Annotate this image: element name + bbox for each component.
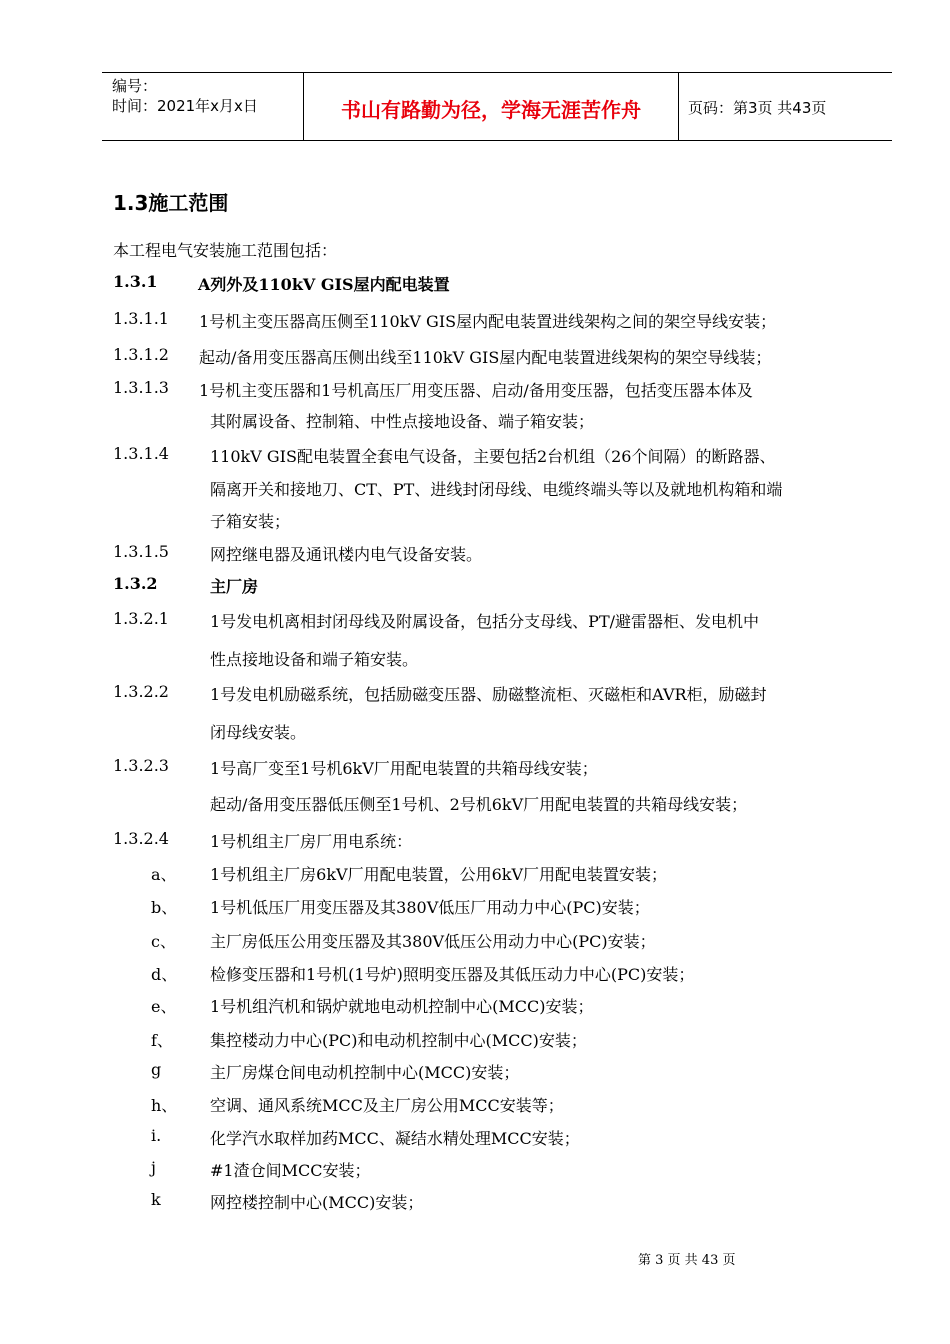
intro-text: 本工程电气安装施工范围包括： (113, 241, 338, 260)
item-number: 1.3.1.3 (113, 378, 169, 397)
item-text: 1号发电机离相封闭母线及附属设备，包括分支母线、PT/避雷器柜、发电机中 (210, 612, 760, 631)
header-top-rule (102, 72, 892, 73)
item-text: 1号机主变压器和1号机高压厂用变压器、启动/备用变压器，包括变压器本体及 (199, 381, 753, 400)
item-number: 1.3.2.2 (113, 682, 169, 701)
header-info (112, 76, 258, 116)
item-number: d、 (151, 965, 178, 984)
item-number: 1.3.2.1 (113, 609, 169, 628)
item-text: 空调、通风系统MCC及主厂房公用MCC安装等； (210, 1096, 564, 1115)
item-text: A列外及110kV GIS屋内配电装置 (198, 275, 450, 294)
item-text: 1号机组主厂房6kV厂用配电装置，公用6kV厂用配电装置安装； (210, 865, 668, 884)
item-text: 1号机组主厂房厂用电系统： (210, 832, 413, 851)
item-number: k (151, 1190, 161, 1209)
item-number: b、 (151, 898, 178, 917)
item-text: 1号高厂变至1号机6kV厂用配电装置的共箱母线安装； (210, 759, 598, 778)
item-number: i. (151, 1126, 162, 1145)
header-page-number: 页码：第3页 共43页 (688, 99, 827, 117)
item-number: 1.3.1.4 (113, 444, 169, 463)
item-number: 1.3.2.3 (113, 756, 169, 775)
item-continuation-text: 闭母线安装。 (210, 723, 307, 742)
item-text: 1号机低压厂用变压器及其380V低压厂用动力中心(PC)安装； (210, 898, 650, 917)
item-number: f、 (151, 1031, 173, 1050)
item-text: 集控楼动力中心(PC)和电动机控制中心(MCC)安装； (210, 1031, 587, 1050)
serial-label: 编号： (112, 77, 158, 95)
header-divider-2 (678, 72, 679, 140)
item-continuation-text: 起动/备用变压器低压侧至1号机、2号机6kV厂用配电装置的共箱母线安装； (210, 795, 748, 814)
section-title: 1.3施工范围 (113, 191, 229, 215)
item-number: 1.3.1.1 (113, 309, 169, 328)
item-text: 化学汽水取样加药MCC、凝结水精处理MCC安装； (210, 1129, 580, 1148)
item-number: e、 (151, 997, 177, 1016)
item-text: #1渣仓间MCC安装； (210, 1161, 371, 1180)
item-continuation-text: 性点接地设备和端子箱安装。 (210, 650, 419, 669)
item-continuation-text: 子箱安装； (210, 512, 291, 531)
item-text: 网控楼控制中心(MCC)安装； (210, 1193, 424, 1212)
item-text: 110kV GIS配电装置全套电气设备，主要包括2台机组（26个间隔）的断路器、 (210, 447, 776, 466)
item-text: 1号机主变压器高压侧至110kV GIS屋内配电装置进线架构之间的架空导线安装； (199, 312, 777, 331)
item-text: 主厂房低压公用变压器及其380V低压公用动力中心(PC)安装； (210, 932, 656, 951)
item-continuation-text: 隔离开关和接地刀、CT、PT、进线封闭母线、电缆终端头等以及就地机构箱和端 (210, 480, 783, 499)
item-text: 检修变压器和1号机(1号炉)照明变压器及其低压动力中心(PC)安装； (210, 965, 695, 984)
item-text: 网控继电器及通讯楼内电气设备安装。 (210, 545, 483, 564)
item-text: 1号机组汽机和锅炉就地电动机控制中心(MCC)安装； (210, 997, 594, 1016)
item-number: 1.3.1.2 (113, 345, 169, 364)
item-text: 1号发电机励磁系统，包括励磁变压器、励磁整流柜、灭磁柜和AVR柜，励磁封 (210, 685, 767, 704)
header-bottom-rule (102, 140, 892, 141)
header-motto: 书山有路勤为径，学海无涯苦作舟 (341, 98, 641, 122)
item-number: 1.3.2.4 (113, 829, 169, 848)
item-text: 起动/备用变压器高压侧出线至110kV GIS屋内配电装置进线架构的架空导线装； (199, 348, 772, 367)
item-number: 1.3.1.5 (113, 542, 169, 561)
item-text: 主厂房煤仓间电动机控制中心(MCC)安装； (210, 1063, 520, 1082)
item-number: j (151, 1158, 156, 1177)
item-number: 1.3.2 (113, 574, 158, 593)
date-label: 时间：2021年x月x日 (112, 97, 258, 115)
page-footer: 第 3 页 共 43 页 (638, 1253, 736, 1268)
item-text: 主厂房 (210, 577, 259, 596)
item-number: c、 (151, 932, 176, 951)
item-number: g (151, 1060, 162, 1079)
item-number: h、 (151, 1096, 178, 1115)
item-continuation-text: 其附属设备、控制箱、中性点接地设备、端子箱安装； (210, 412, 595, 431)
item-number: a、 (151, 865, 177, 884)
item-number: 1.3.1 (113, 272, 158, 291)
